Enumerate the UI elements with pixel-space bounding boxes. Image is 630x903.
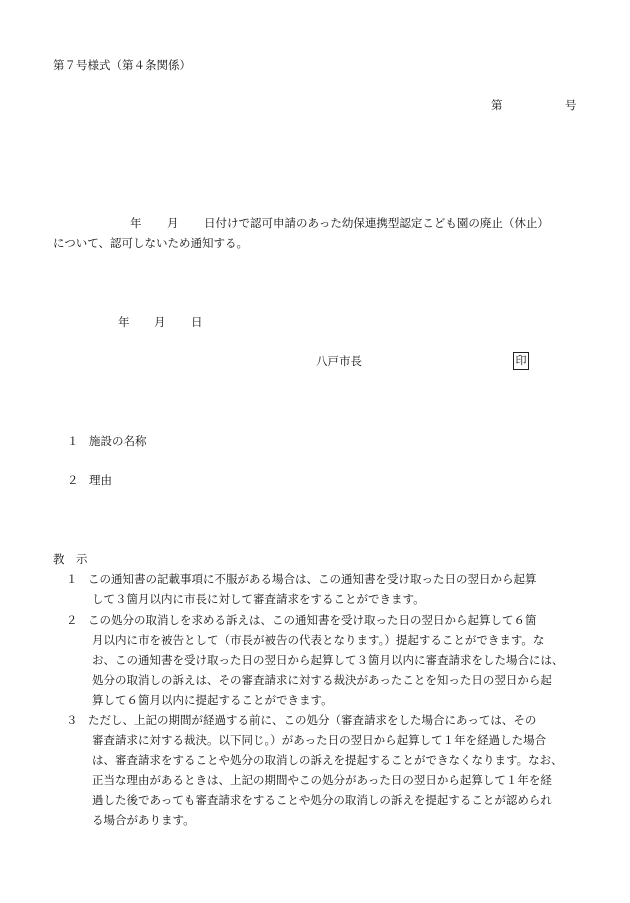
issue-year-label: 年 [118, 315, 130, 329]
issuer-name: 八戸市長 [316, 354, 362, 368]
item-number: ２ [67, 473, 79, 487]
notice-year-label: 年 [130, 216, 142, 230]
item-label: 施設の名称 [89, 434, 147, 448]
clause-line: ２ この処分の取消しを求める訴えは、この通知書を受け取った日の翌日から起算して６箇 [66, 610, 564, 630]
seal-mark: 印 [513, 352, 529, 370]
clause-line: は、審査請求をすることや処分の取消しの訴えを提起することができなくなります。なお、 [92, 753, 563, 767]
clause-line: 正当な理由があるときは、上記の期間やこの処分があった日の翌日から起算して１年を経 [92, 773, 552, 787]
clause-line: 処分の取消しの訴えは、その審査請求に対する裁決があったことを知った日の翌日から起 [92, 673, 552, 687]
instruction-clause-3 [66, 710, 563, 830]
item-facility-name [67, 433, 147, 449]
clause-line: 算して６箇月以内に提起することができます。 [92, 693, 333, 707]
form-label: 第７号様式（第４条関係） [53, 58, 191, 72]
issue-month-label: 月 [154, 315, 166, 329]
notice-body-line-2: について、認可しないため通知する。 [53, 236, 249, 250]
clause-line: 月以内に市を被告として（市長が被告の代表となります。）提起することができます。な [92, 633, 545, 647]
clause-line: 審査請求に対する裁決。以下同じ。）があった日の翌日から起算して１年を経過した場合 [92, 733, 547, 747]
clause-number: ３ [66, 713, 78, 727]
clause-number: ２ [66, 613, 78, 627]
item-label: 理由 [89, 473, 112, 487]
document-number-prefix: 第 [491, 98, 503, 112]
clause-line: 過した後であっても審査請求をすることや処分の取消しの訴えを提起することが認められ [92, 793, 552, 807]
instructions-heading: 教 示 [53, 552, 88, 566]
clause-line: お、この通知書を受け取った日の翌日から起算して３箇月以内に審査請求をした場合には、 [92, 653, 564, 667]
clause-line: １ この通知書の記載事項に不服がある場合は、この通知書を受け取った日の翌日から起算 [66, 569, 537, 589]
clause-line: る場合があります。 [92, 813, 195, 827]
item-reason [67, 472, 112, 488]
instruction-clause-2 [66, 610, 564, 710]
instruction-clause-1 [66, 569, 537, 609]
item-number: １ [67, 434, 79, 448]
clause-number: １ [66, 572, 78, 586]
document-number-suffix: 号 [565, 98, 577, 112]
clause-line: ３ ただし、上記の期間が経過する前に、この処分（審査請求をした場合にあっては、その [66, 710, 563, 730]
clause-line: して３箇月以内に市長に対して審査請求をすることができます。 [92, 592, 425, 606]
issue-day-label: 日 [191, 315, 203, 329]
notice-month-label: 月 [167, 216, 179, 230]
notice-body-line-1: 日付けで認可申請のあった幼保連携型認定こども園の廃止（休止） [204, 216, 549, 230]
